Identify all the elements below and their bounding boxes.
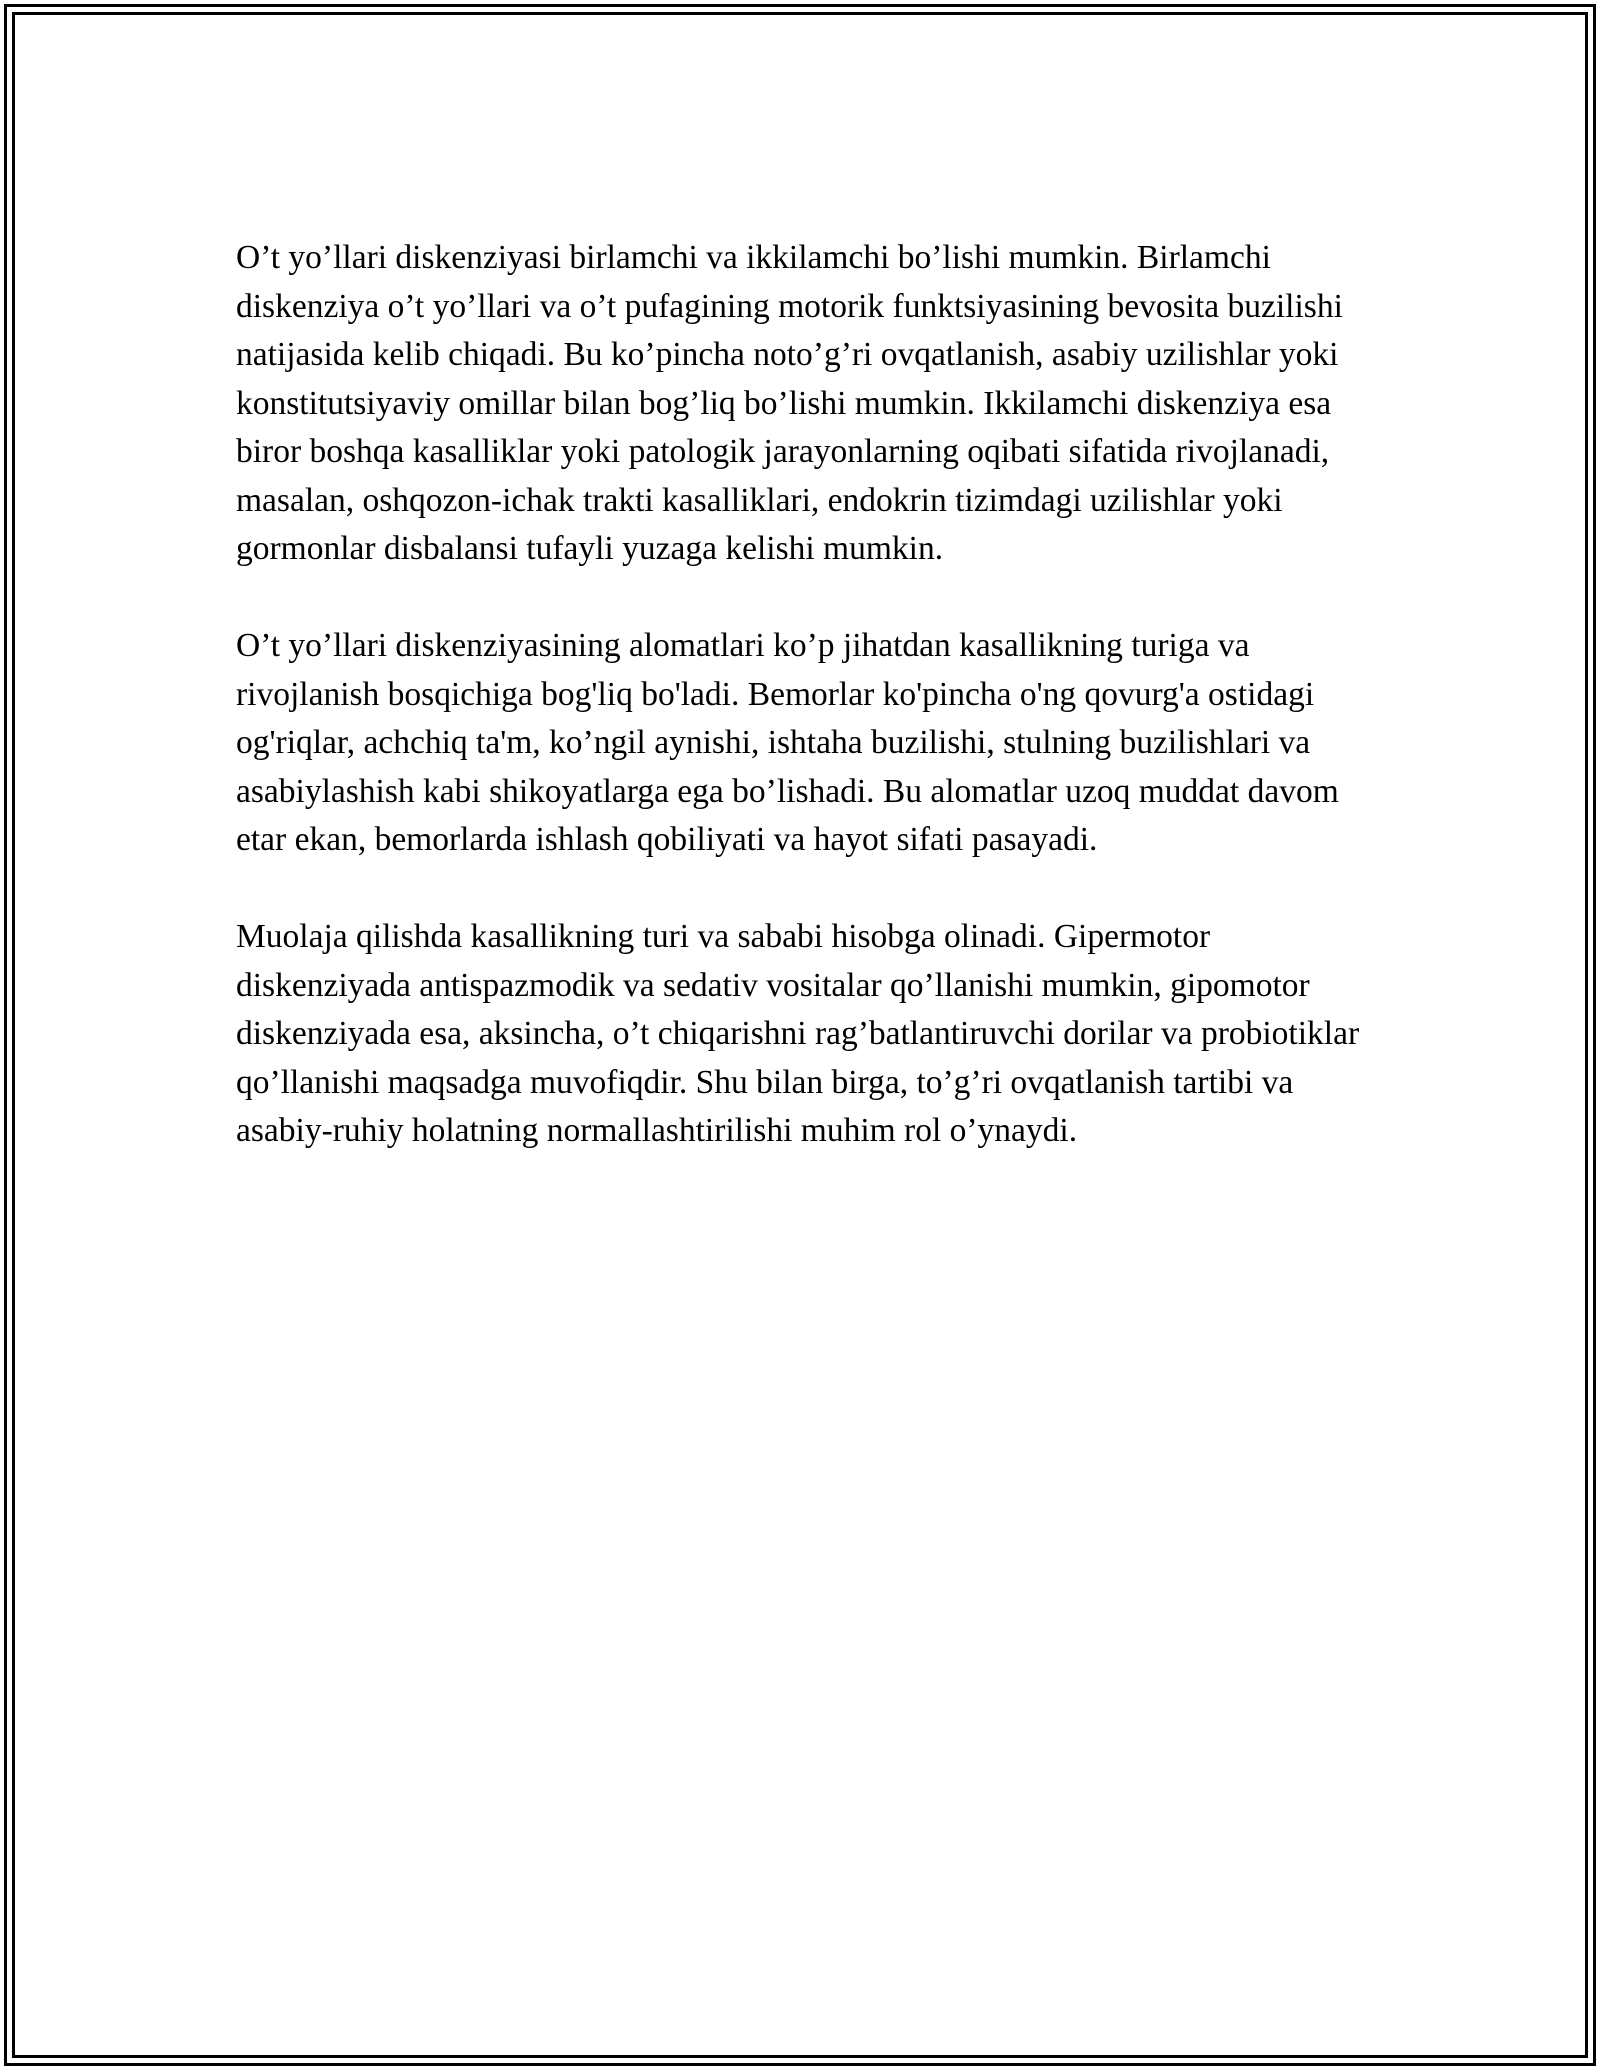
document-body bbox=[236, 234, 1366, 1204]
paragraph-3: Muolaja qilishda kasallikning turi va sababi hisobga olinadi. Gipermotor diskenziyada antispazmodik va sedativ vositalar qo’llanishi mumkin, gipomotor diskenziyada esa, aksincha, o’t chiqarishni rag’batlantiruvchi dorilar va probiotiklar qo’llanishi maqsadga muvofiqdir. Shu bilan birga, to’g’ri ovqatlanish tartibi va asabiy-ruhiy holatning normallashtirilishi muhim rol o’ynaydi. bbox=[236, 918, 1360, 1149]
paragraph-2: O’t yo’llari diskenziyasining alomatlari ko’p jihatdan kasallikning turiga va rivojlanish bosqichiga bog'liq bo'ladi. Bemorlar ko'pincha o'ng qovurg'a ostidagi og'riqlar, achchiq ta'm, ko’ngil aynishi, ishtaha buzilishi, stulning buzilishlari va asabiylashish kabi shikoyatlarga ega bo’lishadi. Bu alomatlar uzoq muddat davom etar ekan, bemorlarda ishlash qobiliyati va hayot sifati pasayadi. bbox=[236, 627, 1339, 858]
paragraph-1: O’t yo’llari diskenziyasi birlamchi va ikkilamchi bo’lishi mumkin. Birlamchi diskenziya o’t yo’llari va o’t pufagining motorik funktsiyasining bevosita buzilishi natijasida kelib chiqadi. Bu ko’pincha noto’g’ri ovqatlanish, asabiy uzilishlar yoki konstitutsiyaviy omillar bilan bog’liq bo’lishi mumkin. Ikkilamchi diskenziya esa biror boshqa kasalliklar yoki patologik jarayonlarning oqibati sifatida rivojlanadi, masalan, oshqozon-ichak trakti kasalliklari, endokrin tizimdagi uzilishlar yoki gormonlar disbalansi tufayli yuzaga kelishi mumkin. bbox=[236, 239, 1343, 567]
